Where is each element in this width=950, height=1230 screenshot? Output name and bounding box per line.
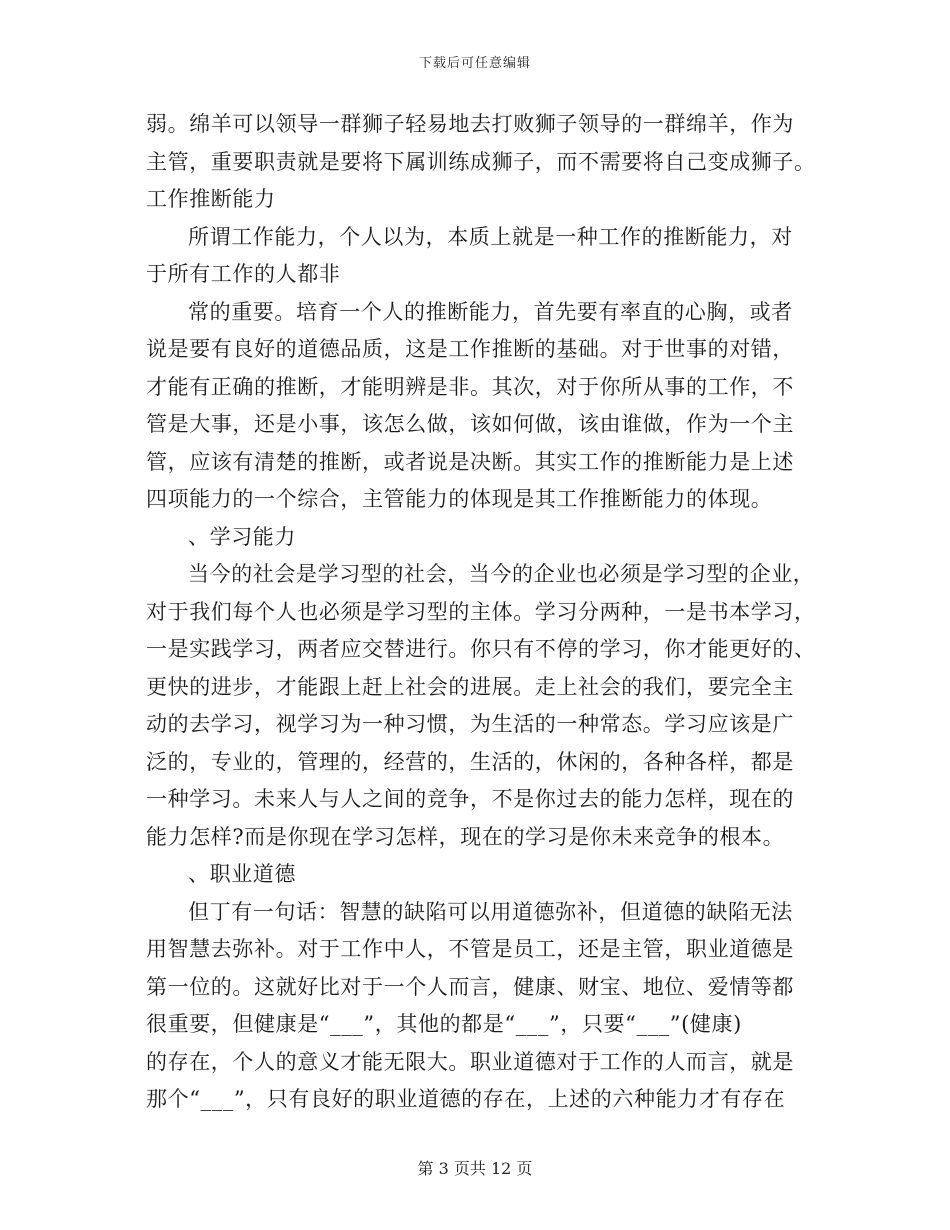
- text-line: 但丁有一句话：智慧的缺陷可以用道德弥补，但道德的缺陷无法: [188, 899, 793, 924]
- text-line: 用智慧去弥补。对于工作中人，不管是员工，还是主管，职业道德是: [146, 937, 794, 961]
- text-line: 更快的进步，才能跟上赶上社会的进展。走上社会的我们，要完全主: [146, 674, 794, 699]
- text-line: 的存在，个人的意义才能无限大。职业道德对于工作的人而言，就是: [146, 1049, 794, 1074]
- text-line: 第一位的。这就好比对于一个人而言，健康、财宝、地位、爱情等都: [146, 974, 794, 999]
- text-line: 工作推断能力: [146, 187, 276, 211]
- text-line: 很重要，但健康是“___”，其他的都是“___”，只要“___”(健康): [146, 1012, 742, 1036]
- text-line: 四项能力的一个综合，主管能力的体现是其工作推断能力的体现。: [146, 487, 773, 511]
- text-line: 能力怎样?而是你现在学习怎样，现在的学习是你未来竞争的根本。: [146, 824, 785, 849]
- document-body: [146, 106, 816, 1119]
- page-header: 下载后可任意编辑: [418, 56, 531, 71]
- text-line: 一种学习。未来人与人之间的竞争，不是你过去的能力怎样，现在的: [146, 787, 794, 811]
- text-line: 所谓工作能力，个人以为，本质上就是一种工作的推断能力，对: [188, 224, 793, 249]
- text-line: 那个“___”，只有良好的职业道德的存在，上述的六种能力才有存在: [146, 1087, 786, 1111]
- page-footer: 第 3 页共 12 页: [417, 1159, 533, 1178]
- text-line: 主管，重要职责就是要将下属训练成狮子，而不需要将自己变成狮子。: [146, 149, 816, 174]
- text-line: 当今的社会是学习型的社会，当今的企业也必须是学习型的企业，: [188, 562, 815, 586]
- text-line: 一是实践学习，两者应交替进行。你只有不停的学习，你才能更好的、: [146, 637, 816, 661]
- text-line: 管是大事，还是小事，该怎么做，该如何做，该由谁做，作为一个主: [146, 412, 794, 436]
- text-line: 对于我们每个人也必须是学习型的主体。学习分两种，一是书本学习，: [146, 599, 816, 624]
- text-line: 说是要有良好的道德品质，这是工作推断的基础。对于世事的对错，: [146, 337, 794, 361]
- text-line: 、职业道德: [188, 862, 296, 886]
- text-line: 泛的，专业的，管理的，经营的，生活的，休闲的，各种各样，都是: [146, 749, 794, 774]
- text-line: 才能有正确的推断，才能明辨是非。其次，对于你所从事的工作，不: [146, 374, 794, 399]
- text-line: 管，应该有清楚的推断，或者说是决断。其实工作的推断能力是上述: [146, 449, 794, 474]
- text-line: 动的去学习，视学习为一种习惯，为生活的一种常态。学习应该是广: [146, 712, 794, 736]
- text-line: 、学习能力: [188, 524, 296, 549]
- text-line: 弱。绵羊可以领导一群狮子轻易地去打败狮子领导的一群绵羊，作为: [146, 112, 794, 136]
- text-line: 常的重要。培育一个人的推断能力，首先要有率直的心胸，或者: [188, 299, 793, 324]
- text-line: 于所有工作的人都非: [146, 262, 341, 286]
